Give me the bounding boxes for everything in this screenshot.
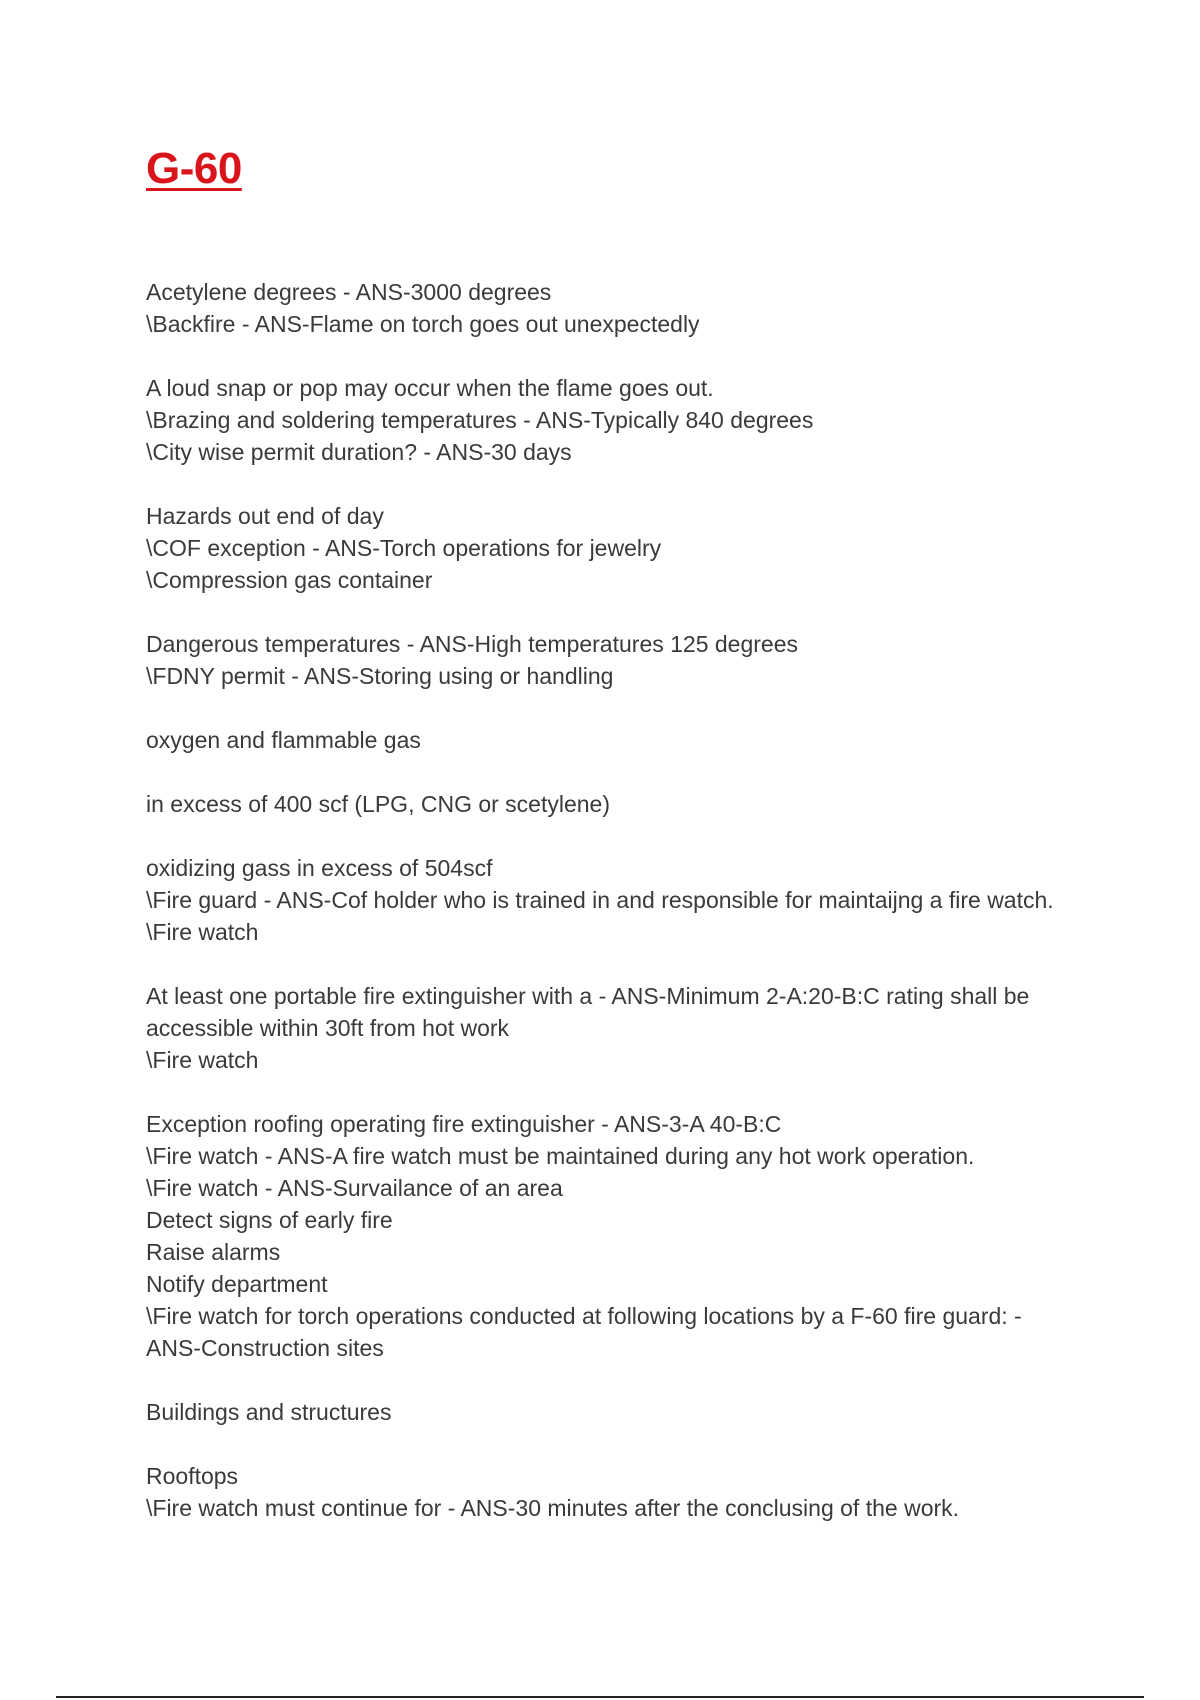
- text-line: Buildings and structures: [146, 1399, 392, 1425]
- text-line: A loud snap or pop may occur when the flame goes out.: [146, 375, 714, 401]
- text-line: \Fire guard - ANS-Cof holder who is trained in and responsible for maintaijng a fire watch.: [146, 887, 1054, 913]
- text-line: \Fire watch: [146, 919, 259, 945]
- page-bottom-divider: [56, 1696, 1144, 1698]
- page-title: G-60: [146, 144, 242, 193]
- text-line: \Compression gas container: [146, 567, 433, 593]
- text-line: \City wise permit duration? - ANS-30 days: [146, 439, 572, 465]
- paragraph: [146, 628, 1066, 692]
- text-line: \Backfire - ANS-Flame on torch goes out unexpectedly: [146, 311, 700, 337]
- text-line: Raise alarms: [146, 1239, 281, 1265]
- text-line: \Brazing and soldering temperatures - ANS-Typically 840 degrees: [146, 407, 814, 433]
- paragraph: [146, 788, 1066, 820]
- paragraph: [146, 372, 1066, 468]
- text-line: Detect signs of early fire: [146, 1207, 393, 1233]
- text-line: \Fire watch - ANS-A fire watch must be maintained during any hot work operation.: [146, 1143, 975, 1169]
- text-line: Rooftops: [146, 1463, 239, 1489]
- text-line: in excess of 400 scf (LPG, CNG or scetylene): [146, 791, 611, 817]
- text-line: At least one portable fire extinguisher with a - ANS-Minimum 2-A:20-B:C rating shall be accessible within 30ft from hot work: [146, 983, 1030, 1041]
- paragraph: [146, 276, 1066, 340]
- paragraph: [146, 1108, 1066, 1364]
- text-line: \COF exception - ANS-Torch operations for jewelry: [146, 535, 662, 561]
- text-line: oxygen and flammable gas: [146, 727, 421, 753]
- paragraph: [146, 1396, 1066, 1428]
- document-body: [146, 276, 1066, 1556]
- text-line: \FDNY permit - ANS-Storing using or handling: [146, 663, 614, 689]
- text-line: \Fire watch: [146, 1047, 259, 1073]
- text-line: Notify department: [146, 1271, 328, 1297]
- text-line: Dangerous temperatures - ANS-High temperatures 125 degrees: [146, 631, 799, 657]
- text-line: \Fire watch for torch operations conducted at following locations by a F-60 fire guard: - ANS-Construction sites: [146, 1303, 1022, 1361]
- text-line: Hazards out end of day: [146, 503, 384, 529]
- text-line: \Fire watch - ANS-Survailance of an area: [146, 1175, 563, 1201]
- paragraph: [146, 980, 1066, 1076]
- text-line: Exception roofing operating fire extinguisher - ANS-3-A 40-B:C: [146, 1111, 782, 1137]
- paragraph: [146, 724, 1066, 756]
- text-line: \Fire watch must continue for - ANS-30 minutes after the conclusing of the work.: [146, 1495, 960, 1521]
- paragraph: [146, 500, 1066, 596]
- text-line: Acetylene degrees - ANS-3000 degrees: [146, 279, 552, 305]
- text-line: oxidizing gass in excess of 504scf: [146, 855, 493, 881]
- paragraph: [146, 1460, 1066, 1524]
- paragraph: [146, 852, 1066, 948]
